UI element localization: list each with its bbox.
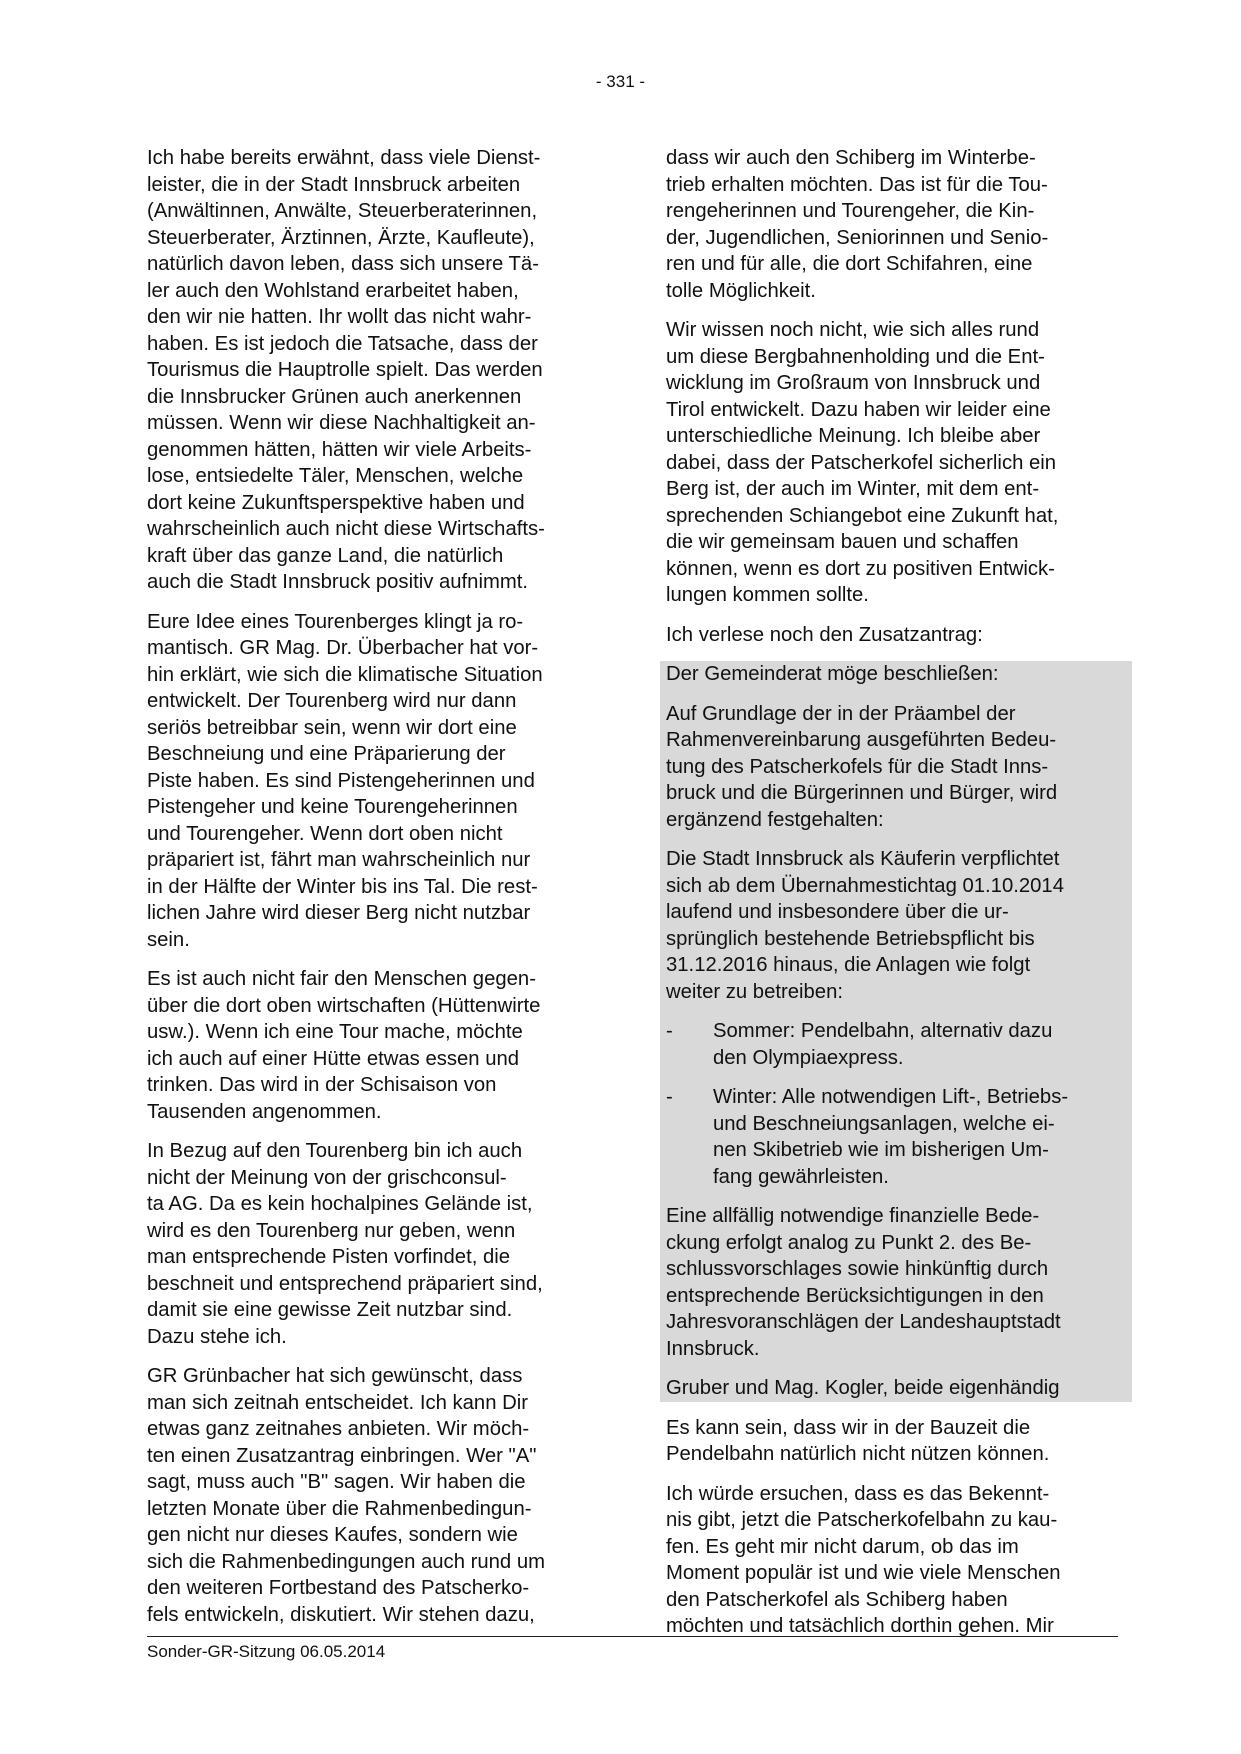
text-line: in der Hälfte der Winter bis ins Tal. Die rest-	[147, 875, 538, 898]
text-line: den Olympiaexpress.	[713, 1046, 904, 1069]
text-line: fels entwickeln, diskutiert. Wir stehen dazu,	[147, 1603, 535, 1626]
bullet-dash: -	[666, 1086, 673, 1108]
text-line: Tirol entwickelt. Dazu haben wir leider eine	[666, 398, 1051, 421]
text-line: Steuerberater, Ärztinnen, Ärzte, Kaufleute),	[147, 226, 535, 249]
bullet-text	[713, 1018, 1132, 1071]
motion-paragraph	[666, 701, 1132, 834]
text-line: nicht der Meinung von der grischconsul-	[147, 1166, 507, 1189]
paragraph	[666, 1415, 1118, 1468]
text-line: tung des Patscherkofels für die Stadt Inns-	[666, 755, 1049, 778]
text-line: fen. Es geht mir nicht darum, ob das im	[666, 1535, 1019, 1558]
motion-paragraph	[666, 1203, 1132, 1362]
paragraph	[147, 609, 599, 954]
text-line: unterschiedliche Meinung. Ich bleibe aber	[666, 425, 1041, 447]
left-column	[147, 145, 599, 1641]
text-line: Moment populär ist und wie viele Menschen	[666, 1562, 1061, 1584]
bullet-dash: -	[666, 1020, 673, 1042]
text-line: mantisch. GR Mag. Dr. Überbacher hat vor-	[147, 637, 539, 659]
text-line: Eure Idee eines Tourenberges klingt ja ro-	[147, 610, 524, 633]
text-line: Sommer: Pendelbahn, alternativ dazu	[713, 1020, 1053, 1042]
text-line: wird es den Tourenberg nur geben, wenn	[147, 1219, 516, 1242]
text-line: lose, entsiedelte Täler, Menschen, welche	[147, 465, 524, 487]
text-line: können, wenn es dort zu positiven Entwick-	[666, 557, 1055, 580]
text-line: wicklung im Großraum von Innsbruck und	[666, 372, 1041, 394]
paragraph	[666, 145, 1118, 304]
paragraph	[147, 1138, 599, 1350]
text-line: etwas ganz zeitnahes anbieten. Wir möch-	[147, 1418, 530, 1440]
text-line: sein.	[147, 928, 190, 951]
text-line: trinken. Das wird in der Schisaison von	[147, 1074, 497, 1096]
right-column	[666, 145, 1118, 1653]
text-line: lungen kommen sollte.	[666, 584, 869, 606]
text-line: über die dort oben wirtschaften (Hüttenwirte	[147, 994, 541, 1017]
text-line: fang gewährleisten.	[713, 1165, 889, 1188]
motion-list-item	[666, 1084, 1132, 1190]
text-line: sich die Rahmenbedingungen auch rund um	[147, 1550, 546, 1573]
text-line: ergänzend festgehalten:	[666, 808, 884, 831]
text-line: gen nicht nur dieses Kaufes, sondern wie	[147, 1524, 518, 1546]
text-line: Tausenden angenommen.	[147, 1100, 382, 1123]
text-line: bruck und die Bürgerinnen und Bürger, wird	[666, 782, 1058, 804]
text-line: ich auch auf einer Hütte etwas essen und	[147, 1047, 520, 1070]
text-line: Rahmenvereinbarung ausgeführten Bedeu-	[666, 729, 1057, 751]
text-line: beschneit und entsprechend präpariert sind,	[147, 1272, 543, 1295]
text-line: den wir nie hatten. Ihr wollt das nicht wahr-	[147, 306, 532, 328]
text-line: letzten Monate über die Rahmenbedingun-	[147, 1497, 532, 1520]
motion-signature: Gruber und Mag. Kogler, beide eigenhändig	[666, 1377, 1060, 1399]
text-line: dort keine Zukunftsperspektive haben und	[147, 491, 525, 514]
text-line: Piste haben. Es sind Pistengeherinnen und	[147, 769, 535, 792]
text-line: GR Grünbacher hat sich gewünscht, dass	[147, 1365, 523, 1387]
text-line: In Bezug auf den Tourenberg bin ich auch	[147, 1140, 523, 1162]
text-line: rengeherinnen und Tourengeher, die Kin-	[666, 200, 1035, 222]
text-line: die wir gemeinsam bauen und schaffen	[666, 531, 1019, 553]
text-line: Pendelbahn natürlich nicht nützen können.	[666, 1443, 1050, 1465]
text-line: sprünglich bestehende Betriebspflicht bis	[666, 927, 1035, 950]
paragraph	[147, 145, 599, 596]
text-line: nis gibt, jetzt die Patscherkofelbahn zu kau-	[666, 1509, 1058, 1531]
text-line: und Beschneiungsanlagen, welche ei-	[713, 1112, 1055, 1135]
footer-divider	[147, 1636, 1118, 1637]
text-line: Die Stadt Innsbruck als Käuferin verpflichtet	[666, 848, 1060, 870]
paragraph	[147, 966, 599, 1125]
text-line: damit sie eine gewisse Zeit nutzbar sind.	[147, 1299, 513, 1321]
footer-text: Sonder-GR-Sitzung 06.05.2014	[147, 1642, 386, 1661]
text-line: Es kann sein, dass wir in der Bauzeit die	[666, 1416, 1031, 1439]
text-line: haben. Es ist jedoch die Tatsache, dass der	[147, 332, 538, 355]
text-line: Ich habe bereits erwähnt, dass viele Dienst-	[147, 147, 541, 169]
text-line: weiter zu betreiben:	[666, 980, 843, 1003]
text-line: seriös betreibbar sein, wenn wir dort eine	[147, 716, 517, 739]
page-number: - 331 -	[595, 72, 646, 91]
text-line: müssen. Wenn wir diese Nachhaltigkeit an-	[147, 412, 536, 434]
text-line: Winter: Alle notwendigen Lift-, Betriebs-	[713, 1086, 1069, 1108]
text-line: Wir wissen noch nicht, wie sich alles rund	[666, 319, 1040, 341]
text-line: entwickelt. Der Tourenberg wird nur dann	[147, 690, 517, 712]
text-line: man entsprechende Pisten vorfindet, die	[147, 1246, 511, 1268]
motion-heading: Der Gemeinderat möge beschließen:	[666, 663, 999, 685]
text-line: natürlich davon leben, dass sich unsere Tä-	[147, 253, 539, 275]
text-line: hin erklärt, wie sich die klimatische Situation	[147, 663, 543, 686]
text-line: schlussvorschlages sowie hinkünftig durch	[666, 1258, 1049, 1280]
text-line: Pistengeher und keine Tourengeherinnen	[147, 796, 518, 818]
text-line: ckung erfolgt analog zu Punkt 2. des Be-	[666, 1231, 1032, 1254]
paragraph	[666, 317, 1118, 609]
text-line: Ich verlese noch den Zusatzantrag:	[666, 623, 983, 646]
text-line: trieb erhalten möchten. Das ist für die Tou-	[666, 173, 1048, 196]
text-line: sagt, muss auch "B" sagen. Wir haben die	[147, 1471, 526, 1493]
text-line: 31.12.2016 hinaus, die Anlagen wie folgt	[666, 954, 1031, 976]
text-line: der, Jugendlichen, Seniorinnen und Senio-	[666, 226, 1049, 249]
text-line: Innsbruck.	[666, 1337, 760, 1360]
text-line: die Innsbrucker Grünen auch anerkennen	[147, 385, 522, 408]
text-line: laufend und insbesondere über die ur-	[666, 901, 1009, 923]
text-line: dabei, dass der Patscherkofel sicherlich ein	[666, 451, 1057, 474]
motion-paragraph	[666, 846, 1132, 1005]
text-line: Ich würde ersuchen, dass es das Bekennt-	[666, 1482, 1050, 1505]
text-line: lichen Jahre wird dieser Berg nicht nutzbar	[147, 902, 531, 924]
text-line: und Tourengeher. Wenn dort oben nicht	[147, 822, 503, 845]
paragraph	[147, 1363, 599, 1628]
text-line: Jahresvoranschlägen der Landeshauptstadt	[666, 1311, 1061, 1333]
paragraph	[666, 622, 1118, 649]
text-line: sich ab dem Übernahmestichtag 01.10.2014	[666, 874, 1064, 897]
text-line: entsprechende Berücksichtigungen in den	[666, 1284, 1044, 1307]
motion-box	[660, 661, 1132, 1402]
text-line: tolle Möglichkeit.	[666, 279, 816, 302]
motion-list-item	[666, 1018, 1132, 1071]
text-line: präpariert ist, fährt man wahrscheinlich nur	[147, 849, 531, 871]
text-line: möchten und tatsächlich dorthin gehen. Mir	[666, 1615, 1054, 1637]
text-line: Berg ist, der auch im Winter, mit dem ent-	[666, 478, 1040, 500]
text-line: Es ist auch nicht fair den Menschen gegen-	[147, 968, 536, 990]
text-line: ta AG. Da es kein hochalpines Gelände ist,	[147, 1193, 533, 1215]
text-line: usw.). Wenn ich eine Tour mache, möchte	[147, 1021, 523, 1043]
text-line: dass wir auch den Schiberg im Winterbe-	[666, 147, 1036, 169]
text-line: Tourismus die Hauptrolle spielt. Das werden	[147, 359, 543, 381]
text-line: nen Skibetrieb wie im bisherigen Um-	[713, 1139, 1049, 1161]
text-line: ler auch den Wohlstand erarbeitet haben,	[147, 279, 519, 302]
text-line: den Patscherkofel als Schiberg haben	[666, 1588, 1008, 1611]
text-line: Eine allfällig notwendige finanzielle Bede-	[666, 1205, 1040, 1227]
text-line: den weiteren Fortbestand des Patscherko-	[147, 1577, 530, 1599]
text-line: kraft über das ganze Land, die natürlich	[147, 544, 504, 567]
text-line: Dazu stehe ich.	[147, 1325, 287, 1348]
text-line: genommen hätten, hätten wir viele Arbeits-	[147, 438, 532, 461]
text-line: sprechenden Schiangebot eine Zukunft hat,	[666, 504, 1059, 527]
text-line: leister, die in der Stadt Innsbruck arbeiten	[147, 173, 521, 196]
text-line: ren und für alle, die dort Schifahren, eine	[666, 253, 1033, 275]
text-line: wahrscheinlich auch nicht diese Wirtschafts-	[147, 518, 545, 540]
text-line: auch die Stadt Innsbruck positiv aufnimmt.	[147, 571, 529, 593]
text-line: (Anwältinnen, Anwälte, Steuerberaterinnen,	[147, 200, 538, 222]
text-line: Auf Grundlage der in der Präambel der	[666, 702, 1016, 725]
text-line: um diese Bergbahnenholding und die Ent-	[666, 345, 1045, 368]
text-line: Beschneiung und eine Präparierung der	[147, 743, 506, 765]
bullet-text	[713, 1084, 1132, 1190]
text-line: man sich zeitnah entscheidet. Ich kann Dir	[147, 1391, 529, 1414]
paragraph	[666, 1481, 1118, 1640]
text-line: ten einen Zusatzantrag einbringen. Wer "A"	[147, 1444, 537, 1467]
